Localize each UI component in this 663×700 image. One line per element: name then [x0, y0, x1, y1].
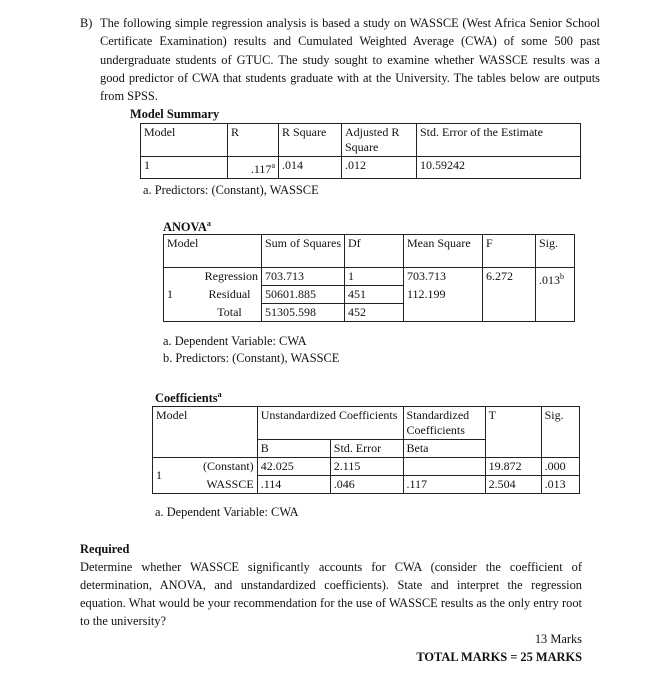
anova-header-df: Df	[345, 235, 404, 268]
required-marks: 13 Marks	[534, 632, 582, 646]
coeff-header-b: B	[257, 440, 330, 458]
coeff-row-se: .046	[330, 476, 403, 494]
ms-cell-stderr: 10.59242	[417, 157, 581, 179]
anova-model-num: 1	[164, 268, 199, 322]
ms-header-stderr: Std. Error of the Estimate	[417, 124, 581, 157]
ms-header-r: R	[228, 124, 279, 157]
coeff-header-sig: Sig.	[541, 407, 579, 458]
ms-header-adj: Adjusted R Square	[342, 124, 417, 157]
coeff-header-se: Std. Error	[330, 440, 403, 458]
anova-row-label: Regression	[198, 268, 262, 286]
anova-row-ss: 703.713	[262, 268, 345, 286]
coeff-title: Coefficients$^a$	[155, 390, 222, 406]
anova-header-sig: Sig.	[536, 235, 575, 268]
ms-cell-model: 1	[141, 157, 228, 179]
ms-note-a: a. Predictors: (Constant), WASSCE	[143, 183, 319, 197]
anova-row-label: Total	[198, 304, 262, 322]
required-heading: Required	[80, 542, 130, 556]
coeff-row-sig: .000	[541, 458, 579, 476]
anova-header-ss: Sum of Squares	[262, 235, 345, 268]
ms-header-model: Model	[141, 124, 228, 157]
required-section	[80, 540, 582, 666]
anova-row-ms: 703.713	[404, 268, 483, 286]
coeff-row-t: 19.872	[485, 458, 541, 476]
model-summary-table	[140, 123, 581, 179]
coeff-row-beta	[403, 458, 485, 476]
coeff-row-b: 42.025	[257, 458, 330, 476]
coeff-model-num: 1	[153, 458, 182, 494]
question-label: B)	[80, 16, 93, 30]
coeff-row-b: .114	[257, 476, 330, 494]
anova-row-df: 1	[345, 268, 404, 286]
question-text: The following simple regression analysis is based a study on WASSCE (West Africa Senior School Certificate Examination) results and Cumulated Weighted Average (CWA) of some 500 past undergraduate students of GTUC. The study sought to examine whether WASSCE results was a good predictor of CWA that students graduate with at the University. The tables below are outputs from SPSS.	[100, 16, 600, 104]
model-summary-title: Model Summary	[130, 107, 220, 121]
anova-row-ms: 112.199	[404, 286, 483, 322]
anova-header-model: Model	[164, 235, 262, 268]
coeff-row-label: (Constant)	[182, 458, 257, 476]
coeff-header-beta: Beta	[403, 440, 485, 458]
anova-row-sig: .013$^b$	[536, 268, 575, 322]
anova-header-ms: Mean Square	[404, 235, 483, 268]
anova-row-label: Residual	[198, 286, 262, 304]
anova-title: ANOVA$^a$	[163, 219, 211, 235]
coeff-header-t: T	[485, 407, 541, 458]
anova-row-ss: 51305.598	[262, 304, 345, 322]
coeff-header-model: Model	[153, 407, 258, 458]
required-text: Determine whether WASSCE significantly accounts for CWA (consider the coefficient of determination, ANOVA, and unstandardized coefficients). State and interpret the regression equation. What would be your recommendation for the use of WASSCE results as the only entry root to the university?	[80, 560, 582, 628]
coeff-header-std: Standardized Coefficients	[403, 407, 485, 440]
ms-header-rsquare: R Square	[279, 124, 342, 157]
total-marks: TOTAL MARKS = 25 MARKS	[416, 650, 582, 664]
coeff-row-se: 2.115	[330, 458, 403, 476]
anova-row-df: 452	[345, 304, 404, 322]
ms-cell-r: .117$^a$	[228, 157, 279, 179]
coeff-row-beta: .117	[403, 476, 485, 494]
anova-note-a: a. Dependent Variable: CWA	[163, 334, 307, 348]
anova-header-f: F	[483, 235, 536, 268]
anova-row-df: 451	[345, 286, 404, 304]
coeff-row-sig: .013	[541, 476, 579, 494]
coeff-note-a: a. Dependent Variable: CWA	[155, 505, 299, 519]
coeff-table	[152, 406, 580, 494]
anova-table	[163, 234, 575, 322]
anova-note-b: b. Predictors: (Constant), WASSCE	[163, 351, 340, 365]
coeff-row-label: WASSCE	[182, 476, 257, 494]
anova-row-ss: 50601.885	[262, 286, 345, 304]
ms-cell-adj: .012	[342, 157, 417, 179]
anova-row-f: 6.272	[483, 268, 536, 322]
coeff-row-t: 2.504	[485, 476, 541, 494]
question-intro	[80, 14, 600, 105]
ms-cell-rsquare: .014	[279, 157, 342, 179]
coeff-header-unstd: Unstandardized Coefficients	[257, 407, 403, 440]
